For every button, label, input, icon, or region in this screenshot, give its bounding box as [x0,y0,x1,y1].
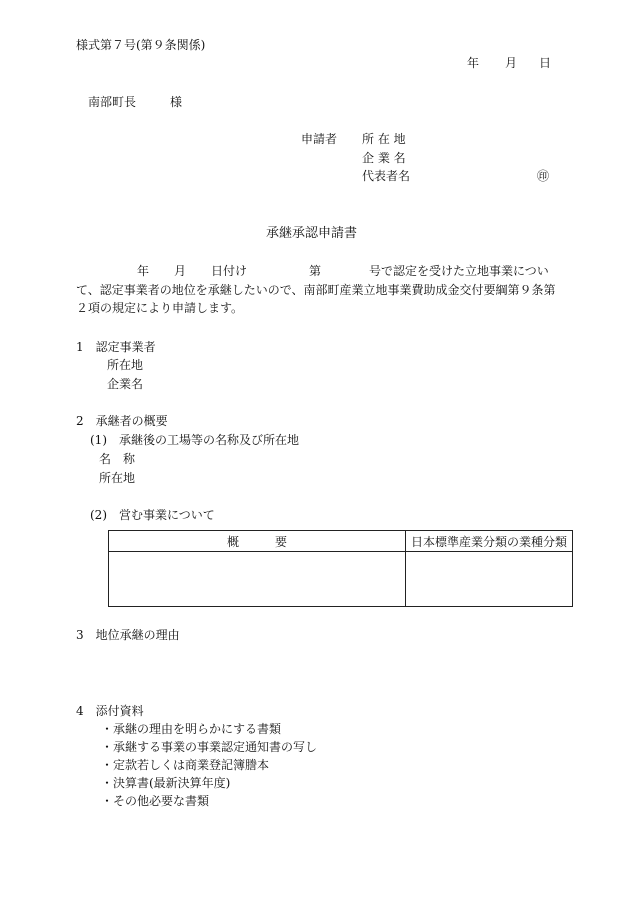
applicant-label: 申請者 [301,132,338,146]
table-row [109,552,573,607]
attachment-item: ・決算書(最新決算年度) [101,776,231,790]
section2-heading: 2 承継者の概要 [76,414,168,428]
body-dated: 日付け [211,264,248,278]
body-year: 年 [137,264,150,278]
date-year-label: 年 [467,56,480,70]
overview-cell [109,552,406,607]
classification-cell [406,552,573,607]
date-month-label: 月 [505,56,518,70]
attachment-item: ・承継する事業の事業認定通知書の写し [101,740,318,754]
attachment-item: ・承継の理由を明らかにする書類 [101,722,282,736]
section1-company: 企業名 [107,377,144,391]
form-number: 様式第７号(第９条関係) [76,38,206,52]
body-month: 月 [174,264,187,278]
seal-mark: ㊞ [537,169,550,183]
section2-sub1: (1) 承継後の工場等の名称及び所在地 [90,433,299,447]
section2-name-label: 名 称 [99,452,136,466]
applicant-company-label: 企 業 名 [362,151,406,165]
document-title: 承継承認申請書 [266,226,358,241]
section1-address: 所在地 [107,358,144,372]
section2-sub2: (2) 営む事業について [90,508,215,522]
section4-heading: 4 添付資料 [76,704,144,718]
attachment-item: ・その他必要な書類 [101,794,210,808]
table-header-overview: 概 要 [109,531,406,552]
attachment-item: ・定款若しくは商業登記簿謄本 [101,758,270,772]
body-line1-rest: 号で認定を受けた立地事業につい [369,264,549,278]
date-day-label: 日 [539,56,552,70]
honorific: 様 [170,95,183,109]
section3-heading: 3 地位承継の理由 [76,628,180,642]
body-number-prefix: 第 [309,264,322,278]
body-line3: ２項の規定により申請します。 [76,301,244,315]
section1-heading: 1 認定事業者 [76,340,156,354]
applicant-address-label: 所 在 地 [362,132,406,146]
table-header-row [109,531,573,552]
recipient: 南部町長 [88,95,137,109]
table-header-classification: 日本標準産業分類の業種分類 [406,531,573,552]
body-line2: て、認定事業者の地位を承継したいので、南部町産業立地事業費助成金交付要綱第９条第 [76,283,556,297]
business-table [108,530,573,607]
applicant-representative-label: 代表者名 [362,169,411,183]
section2-address-label: 所在地 [99,471,136,485]
